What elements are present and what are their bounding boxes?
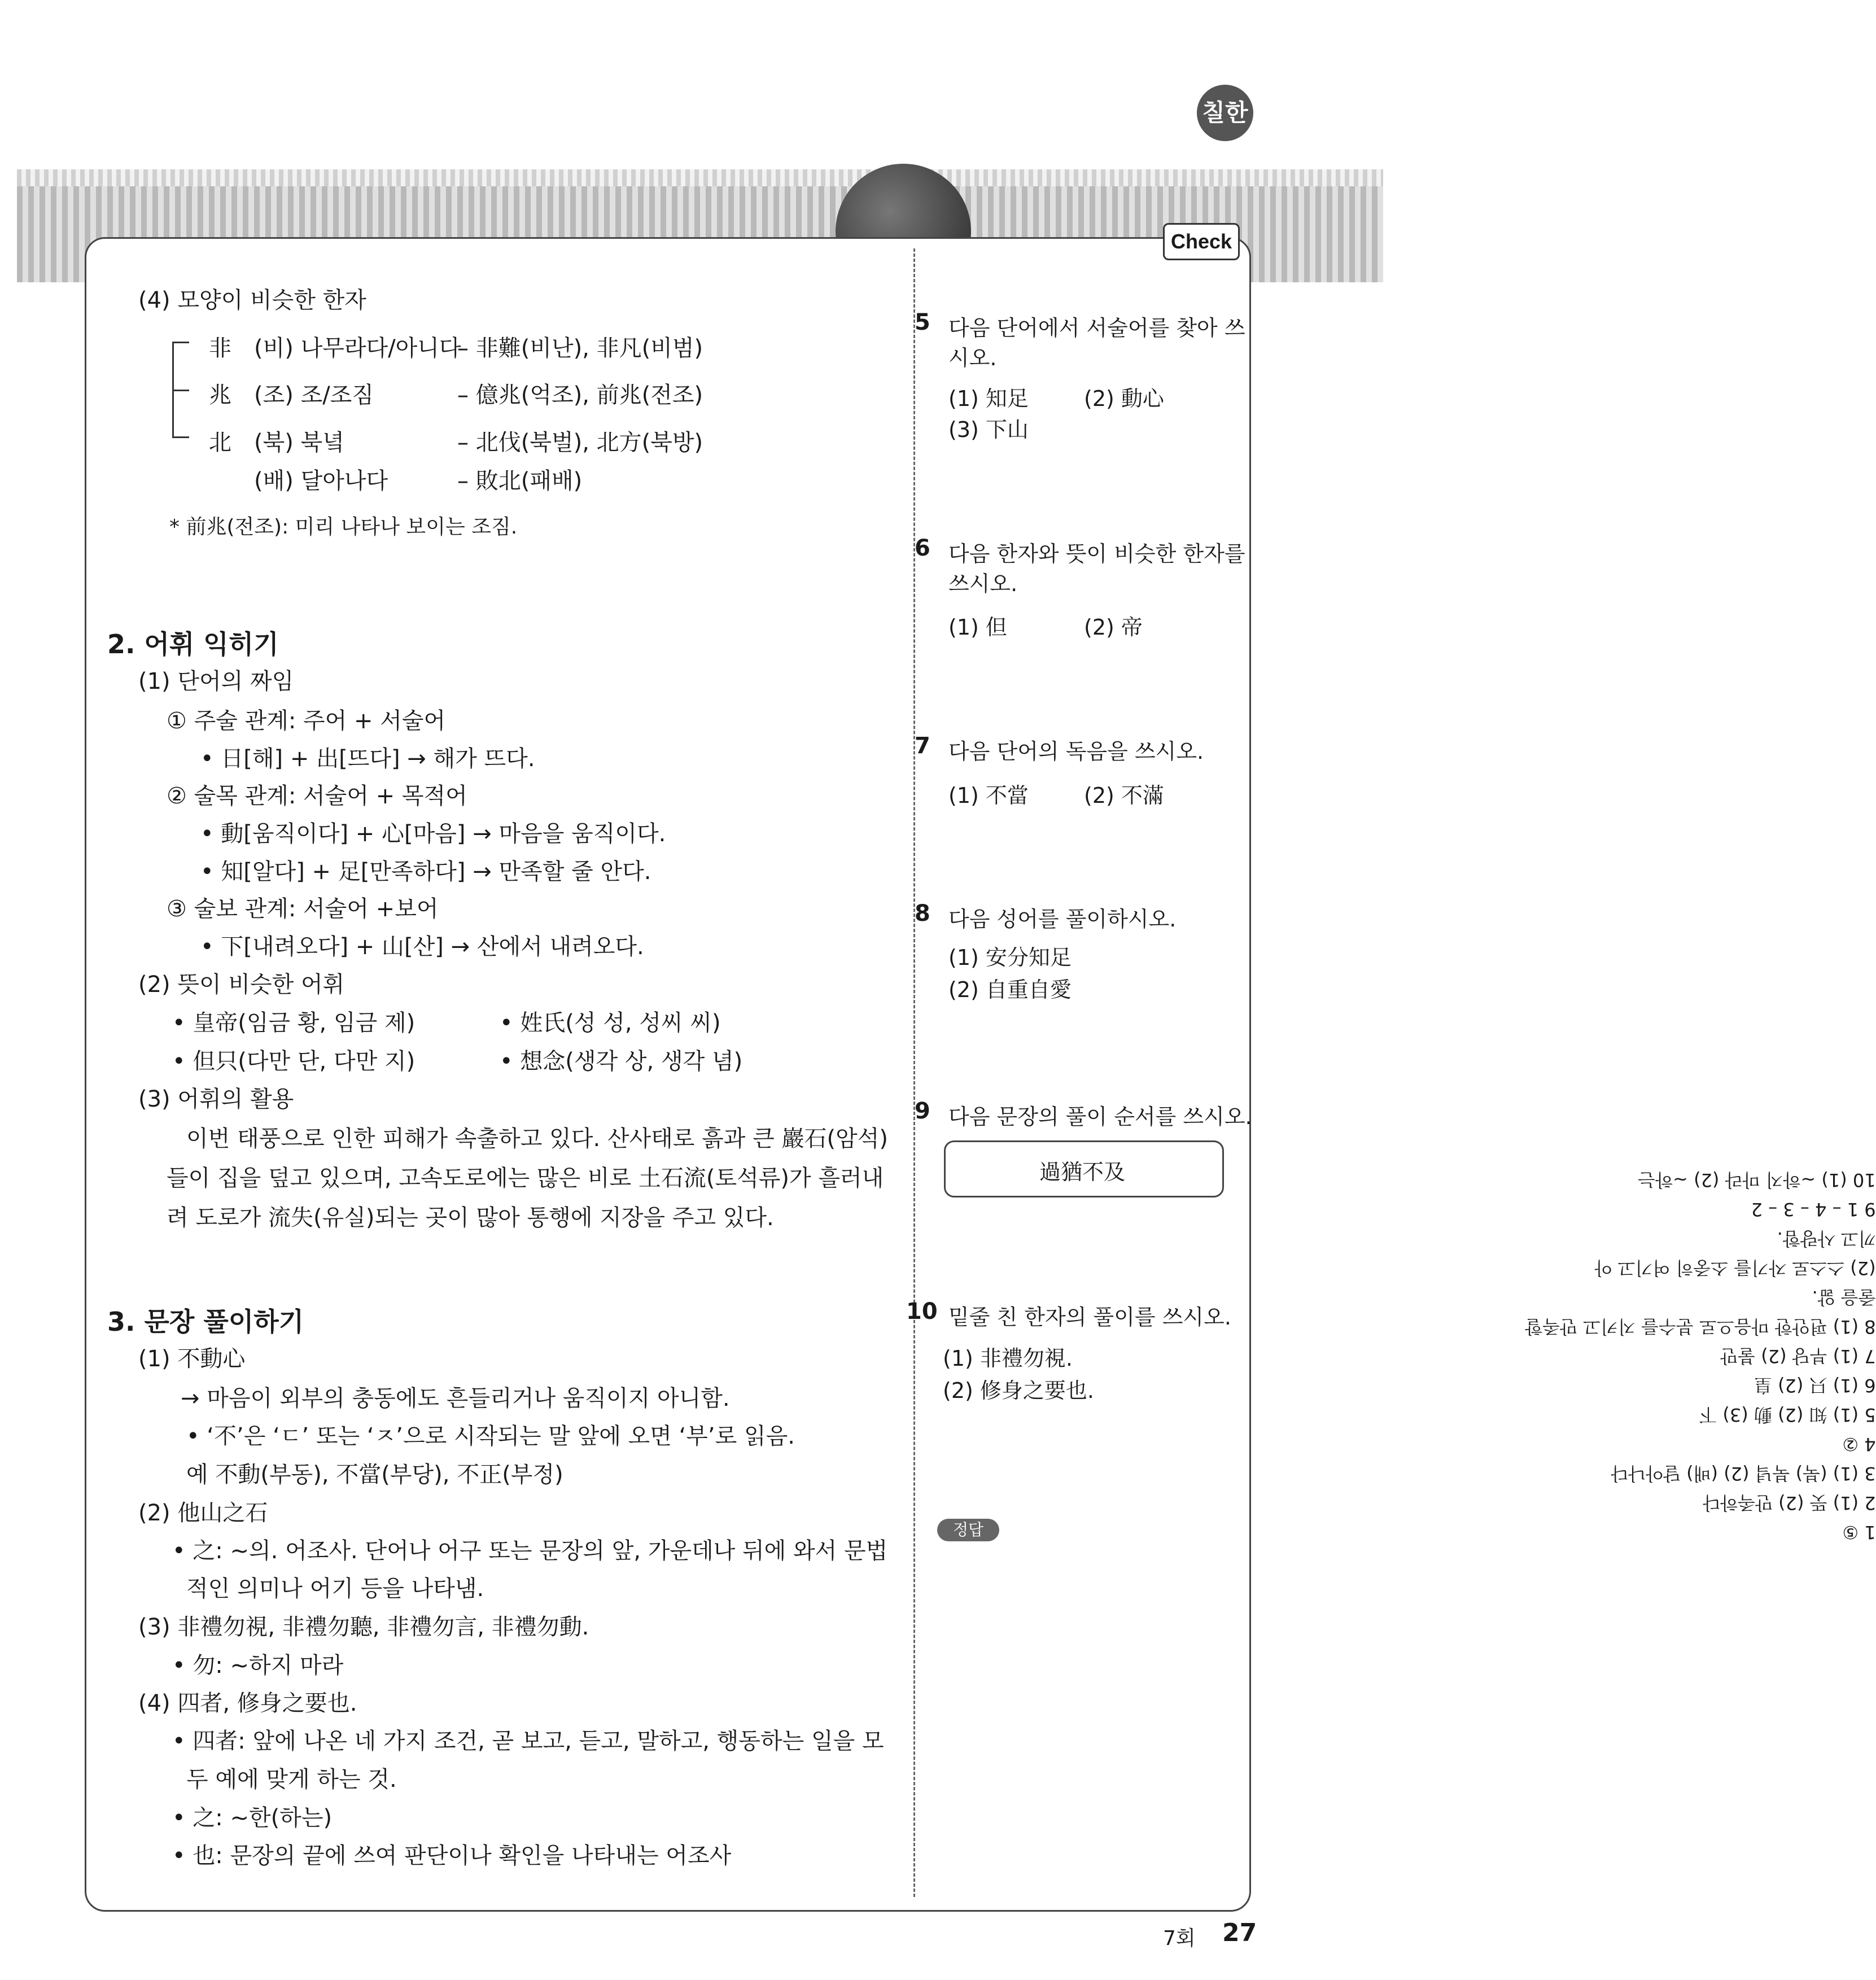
vocab-line: (2) 뜻이 비슷한 어휘 [138, 972, 345, 998]
question-number: 10 [906, 1299, 938, 1325]
question-item: (3) 下山 [948, 417, 1029, 442]
vocab-line: (1) 단어의 짜임 [138, 668, 294, 694]
question-text: 다음 성어를 풀이하시오. [948, 907, 1177, 932]
sentence-line: (2) 他山之石 [138, 1500, 268, 1526]
sentence-line: 예 不動(부동), 不當(부당), 不正(부정) [186, 1462, 563, 1488]
question-text: 시오. [948, 346, 997, 370]
sentence-line: (4) 四者, 修身之要也. [138, 1690, 357, 1716]
question-number: 9 [915, 1098, 930, 1124]
sentence-line: • 之: ~한(하는) [172, 1805, 333, 1831]
shape-char: 兆 [209, 382, 231, 408]
question-text: 쓰시오. [948, 571, 1018, 596]
bracket-tick [172, 390, 189, 391]
vocab-line: • 皇帝(임금 황, 임금 제) [172, 1010, 416, 1036]
shape-char: 非 [209, 335, 231, 361]
answer-list [1525, 1165, 1875, 1547]
question-number: 8 [915, 901, 930, 926]
sentence-line: 두 예에 맞게 하는 것. [186, 1767, 397, 1793]
vocab-line: • 姓氏(성 성, 성씨 씨) [500, 1010, 721, 1036]
question-item: (2) 不滿 [1084, 783, 1164, 808]
vocab-paragraph: 려 도로가 流失(유실)되는 곳이 많아 통행에 지장을 주고 있다. [167, 1205, 774, 1231]
answer-line: 9 1 – 4 – 3 – 2 [1751, 1199, 1876, 1220]
vocab-line: ② 술목 관계: 서술어 + 목적어 [167, 783, 467, 809]
answer-line: 줄을 앎. [1812, 1287, 1876, 1308]
sentence-line: • 四者: 앞에 나온 네 가지 조건, 곧 보고, 듣고, 말하고, 행동하는 일을 모 [172, 1728, 884, 1754]
answer-line: 5 (1) 知 (2) 動 (3) 下 [1699, 1404, 1876, 1426]
question-item: (2) 動心 [1084, 386, 1164, 411]
answer-box-text: 過猶不及 [1039, 1160, 1125, 1184]
shape-reading: (북) 북녘 [254, 430, 344, 456]
section-title-shapes: (4) 모양이 비슷한 한자 [138, 287, 366, 313]
answer-line: 6 (1) 只 (2) 皇 [1753, 1375, 1876, 1396]
vocab-line: • 想念(생각 상, 생각 념) [500, 1048, 743, 1074]
vocab-line: ① 주술 관계: 주어 + 서술어 [167, 708, 446, 734]
vocab-line: (3) 어휘의 활용 [138, 1086, 294, 1112]
question-item: (2) 修身之要也. [943, 1378, 1094, 1403]
section-title-vocab: 2. 어휘 익히기 [107, 629, 279, 659]
answer-line: 8 (1) 편안한 마음으로 분수를 지키고 만족할 [1525, 1316, 1876, 1338]
answer-line: 끼고 사랑함. [1777, 1228, 1876, 1249]
chapter-tab: 칠한 [1197, 85, 1253, 141]
vocab-paragraph: 이번 태풍으로 인한 피해가 속출하고 있다. 산사태로 흙과 큰 巖石(암석) [186, 1126, 888, 1152]
answer-line: 3 (1) (북) 북녘 (2) (배) 달아나다 [1611, 1463, 1876, 1484]
page-number: 27 [1222, 1918, 1257, 1947]
answer-label: 정답 [937, 1519, 999, 1541]
answer-line: (2) 스스로 자기를 소중히 여기고 아 [1594, 1257, 1876, 1279]
question-text: 다음 문장의 풀이 순서를 쓰시오. [948, 1104, 1252, 1129]
answer-line: 7 (1) 부당 (2) 불만 [1720, 1345, 1876, 1367]
bracket-tick [172, 436, 189, 438]
question-text: 다음 한자와 뜻이 비슷한 한자를 [948, 541, 1245, 566]
answer-line: 2 (1) 뜻 (2) 만족하다 [1703, 1492, 1876, 1514]
question-item: (1) 不當 [948, 783, 1029, 808]
question-number: 7 [915, 733, 930, 759]
question-item: (1) 但 [948, 615, 1007, 640]
question-text: 다음 단어에서 서술어를 찾아 쓰 [948, 316, 1245, 340]
shape-char: 北 [209, 430, 231, 456]
vocab-line: • 知[알다] + 足[만족하다] → 만족할 줄 안다. [200, 859, 651, 885]
question-number: 6 [915, 535, 930, 561]
shape-examples: – 北伐(북벌), 北方(북방) [457, 430, 703, 456]
sentence-line: (1) 不動心 [138, 1346, 246, 1372]
question-text: 다음 단어의 독음을 쓰시오. [948, 739, 1204, 764]
question-number: 5 [915, 309, 930, 335]
sentence-line: • 勿: ~하지 마라 [172, 1653, 344, 1679]
shape-reading: (조) 조/조짐 [254, 382, 374, 408]
question-item: (2) 自重自愛 [948, 977, 1072, 1002]
section-title-sentence: 3. 문장 풀이하기 [107, 1306, 304, 1337]
question-text: 밑줄 친 한자의 풀이를 쓰시오. [948, 1305, 1231, 1330]
shape-examples: – 非難(비난), 非凡(비범) [457, 335, 703, 361]
question-item: (1) 非禮勿視. [943, 1346, 1073, 1371]
shape-reading: (비) 나무라다/아니다 [254, 335, 461, 361]
answer-line: 4 ② [1842, 1433, 1876, 1455]
vocab-line: • 日[해] + 出[뜨다] → 해가 뜨다. [200, 746, 535, 772]
sentence-line: (3) 非禮勿視, 非禮勿聽, 非禮勿言, 非禮勿動. [138, 1614, 589, 1640]
vocab-line: • 動[움직이다] + 心[마음] → 마음을 움직이다. [200, 821, 666, 847]
question-item: (1) 安分知足 [948, 945, 1072, 970]
answer-line: 10 (1) ~하지 마라 (2) ~하는 [1638, 1169, 1876, 1191]
vocab-paragraph: 들이 집을 덮고 있으며, 고속도로에는 많은 비로 土石流(토석류)가 흘러내 [167, 1165, 884, 1191]
check-badge: Check [1163, 223, 1240, 260]
shape-reading: (배) 달아나다 [254, 468, 388, 494]
vocab-line: • 下[내려오다] + 山[산] → 산에서 내려오다. [200, 934, 644, 960]
sentence-line: 적인 의미나 어기 등을 나타냄. [186, 1576, 484, 1602]
vocab-line: ③ 술보 관계: 서술어 +보어 [167, 896, 439, 922]
question-item: (2) 帝 [1084, 615, 1143, 640]
sentence-line: • 之: ~의. 어조사. 단어나 어구 또는 문장의 앞, 가운데나 뒤에 와서 문법 [172, 1538, 888, 1564]
shape-note: * 前兆(전조): 미리 나타나 보이는 조짐. [169, 515, 518, 539]
footer-unit: 7회 [1163, 1927, 1196, 1950]
sentence-line: • ‘不’은 ‘ㄷ’ 또는 ‘ㅈ’으로 시작되는 말 앞에 오면 ‘부’로 읽음. [186, 1423, 795, 1449]
vocab-line: • 但只(다만 단, 다만 지) [172, 1048, 416, 1074]
column-divider [913, 248, 915, 1897]
sentence-line: • 也: 문장의 끝에 쓰여 판단이나 확인을 나타내는 어조사 [172, 1843, 732, 1869]
question-item: (1) 知足 [948, 386, 1029, 411]
bracket-tick [172, 342, 189, 343]
shape-examples: – 億兆(억조), 前兆(전조) [457, 382, 703, 408]
answer-line: 1 ⑤ [1842, 1522, 1876, 1543]
shape-examples: – 敗北(패배) [457, 468, 583, 494]
sentence-line: → 마음이 외부의 충동에도 흔들리거나 움직이지 아니함. [181, 1385, 730, 1411]
